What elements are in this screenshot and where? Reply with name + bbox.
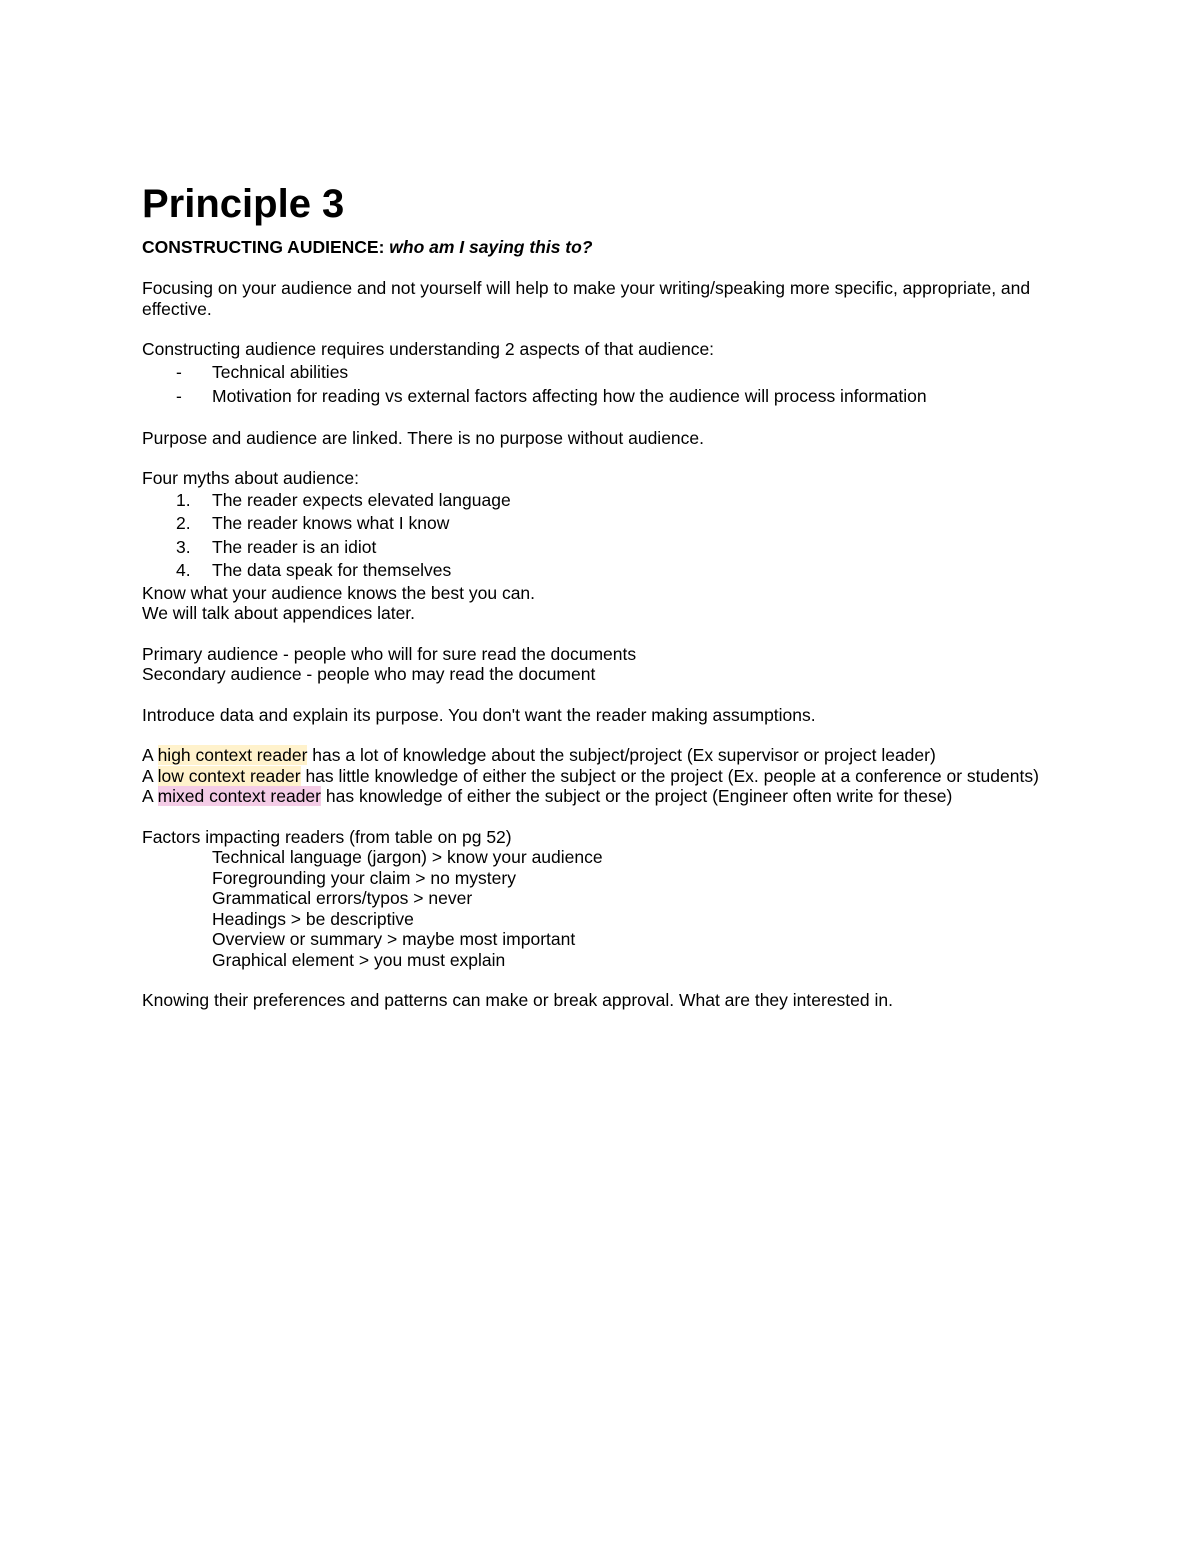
- subtitle: [142, 237, 1082, 258]
- list-item: [142, 360, 1082, 384]
- context-prefix: A: [142, 765, 158, 786]
- list-marker: -: [176, 361, 182, 382]
- context-reader-low: [142, 766, 1082, 787]
- paragraph-secondary-audience: Secondary audience - people who may read the document: [142, 664, 596, 684]
- spacer: [142, 319, 1082, 339]
- spacer: [142, 408, 1082, 428]
- list-item-text: The reader knows what I know: [212, 513, 450, 533]
- factor-item: Graphical element > you must explain: [212, 949, 506, 970]
- subtitle-label: CONSTRUCTING AUDIENCE:: [142, 237, 385, 257]
- factor-item: Grammatical errors/typos > never: [212, 888, 473, 908]
- paragraph-factors-intro: Factors impacting readers (from table on pg 52): [142, 826, 512, 847]
- list-item-text: Technical abilities: [212, 361, 349, 382]
- list-marker: 4.: [176, 560, 191, 580]
- paragraph-focusing: Focusing on your audience and not yourself will help to make your writing/speaking more specific, appropriate, and effective.: [142, 278, 1031, 319]
- subtitle-question: who am I saying this to?: [389, 237, 593, 257]
- paragraph-know: Know what your audience knows the best you can.: [142, 582, 536, 603]
- spacer: [142, 258, 1082, 278]
- list-marker: 1.: [176, 489, 191, 510]
- context-reader-mixed: [142, 786, 1082, 807]
- spacer: [142, 725, 1082, 745]
- list-item: [142, 536, 1082, 560]
- context-rest: has little knowledge of either the subject or the project (Ex. people at a conference or students): [300, 765, 1039, 786]
- list-marker: 3.: [176, 536, 191, 557]
- list-marker: 2.: [176, 513, 191, 533]
- paragraph-introduce-data: Introduce data and explain its purpose. You don't want the reader making assumptions.: [142, 704, 816, 725]
- list-item-text: The reader expects elevated language: [212, 489, 511, 510]
- context-reader-high: [142, 745, 1082, 766]
- context-prefix: A: [142, 786, 158, 806]
- document-content: [142, 180, 1082, 1011]
- spacer: [142, 685, 1082, 705]
- myths-list: [142, 489, 1082, 583]
- paragraph-myths-intro: Four myths about audience:: [142, 468, 359, 488]
- list-item: [142, 559, 1082, 583]
- paragraph-appendices: We will talk about appendices later.: [142, 603, 416, 623]
- factor-item: Technical language (jargon) > know your audience: [212, 847, 603, 867]
- spacer: [142, 448, 1082, 468]
- paragraph-constructing: Constructing audience requires understanding 2 aspects of that audience:: [142, 339, 715, 359]
- highlight-low-context: low context reader: [157, 765, 301, 786]
- list-item-text: Motivation for reading vs external factors affecting how the audience will process information: [212, 385, 927, 406]
- spacer: [142, 970, 1082, 990]
- list-item-text: The data speak for themselves: [212, 560, 452, 580]
- context-prefix: A: [142, 745, 158, 765]
- list-item: [142, 512, 1082, 536]
- page-title: Principle 3: [142, 182, 345, 226]
- list-item: [142, 384, 1082, 408]
- list-item: [142, 489, 1082, 513]
- spacer: [142, 807, 1082, 827]
- paragraph-primary-audience: Primary audience - people who will for sure read the documents: [142, 643, 637, 664]
- highlight-mixed-context: mixed context reader: [157, 786, 321, 806]
- context-rest: has knowledge of either the subject or the project (Engineer often write for these): [321, 786, 953, 806]
- highlight-high-context: high context reader: [157, 745, 308, 765]
- list-item-text: The reader is an idiot: [212, 536, 377, 557]
- factor-item: Headings > be descriptive: [212, 908, 414, 929]
- paragraph-knowing: Knowing their preferences and patterns can make or break approval. What are they interested in.: [142, 990, 893, 1010]
- factor-item: Overview or summary > maybe most important: [212, 929, 576, 949]
- spacer: [142, 624, 1082, 644]
- paragraph-purpose: Purpose and audience are linked. There is no purpose without audience.: [142, 427, 704, 448]
- context-rest: has a lot of knowledge about the subject/project (Ex supervisor or project leader): [307, 745, 936, 765]
- list-marker: -: [176, 385, 182, 406]
- aspects-list: [142, 360, 1082, 408]
- factor-item: Foregrounding your claim > no mystery: [212, 867, 516, 888]
